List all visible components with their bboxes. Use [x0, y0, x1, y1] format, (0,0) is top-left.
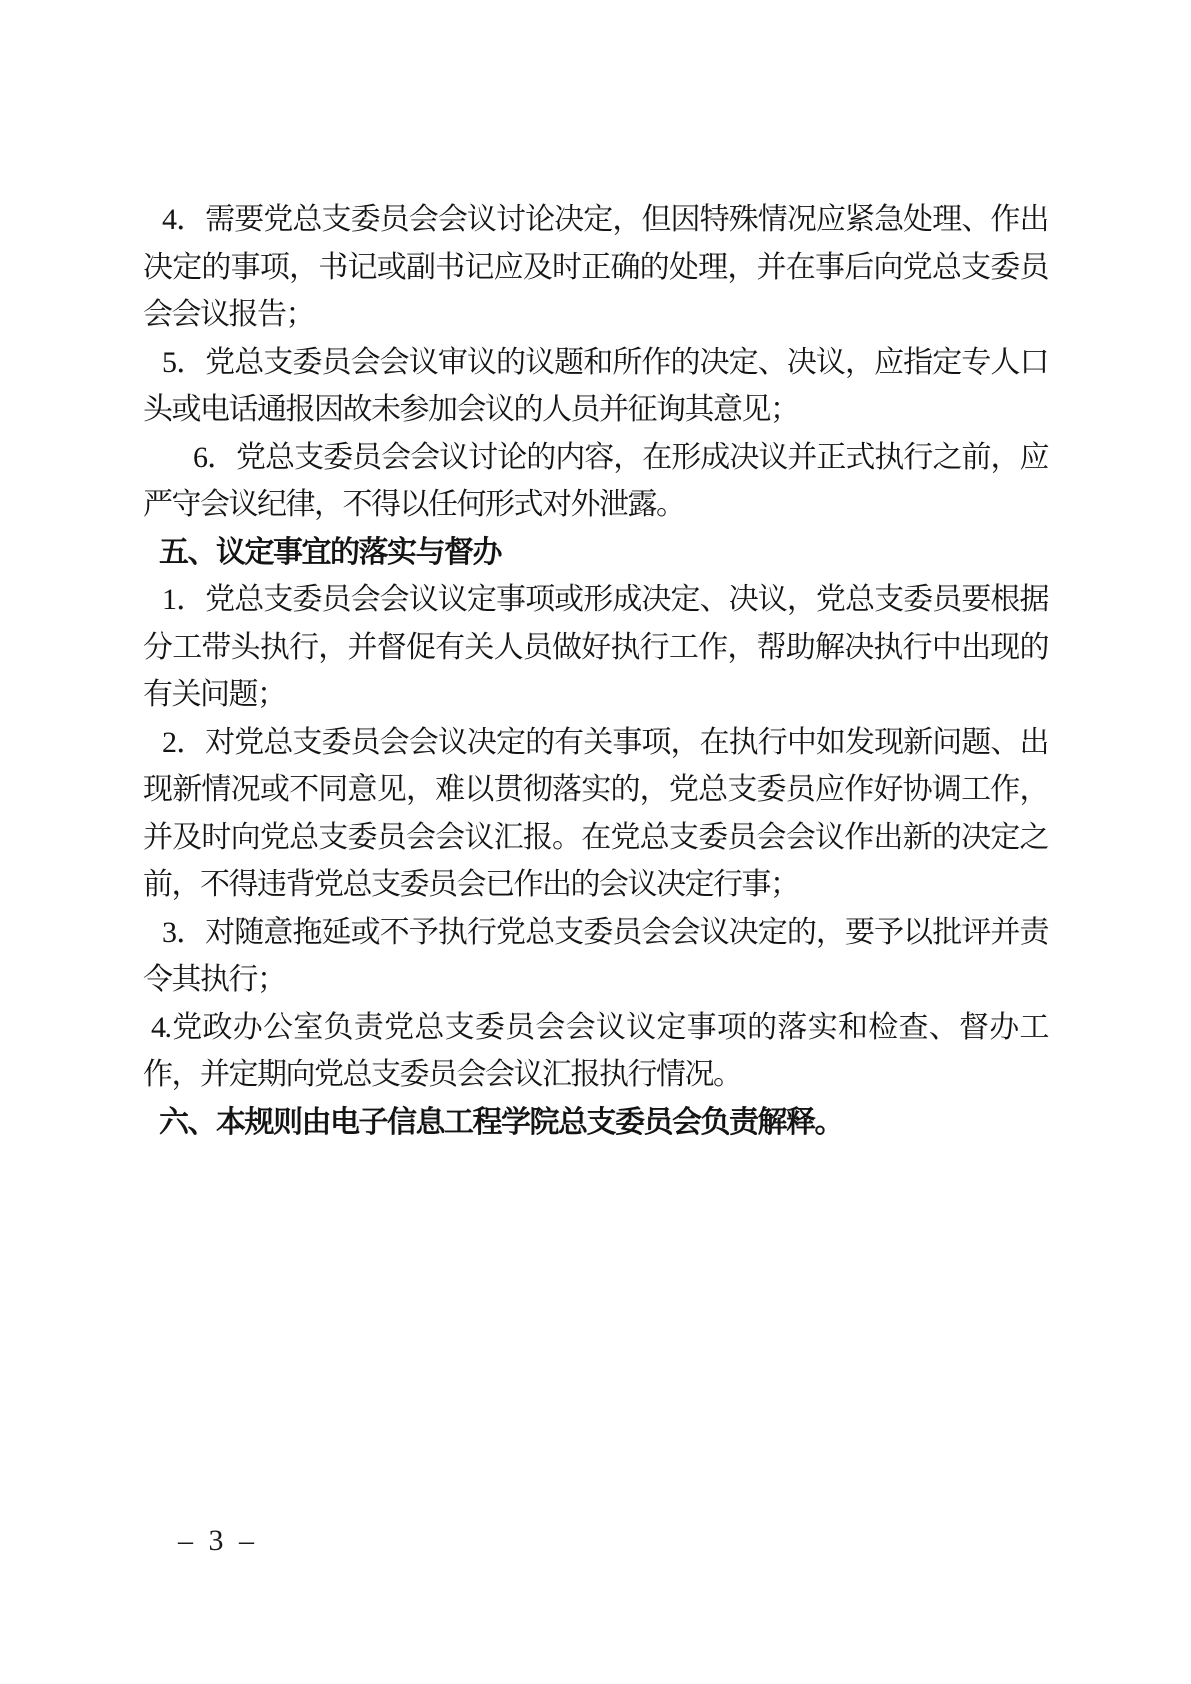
body-paragraph: 5．党总支委员会会议审议的议题和所作的决定、决议，应指定专人口头或电话通报因故未参加会议的人员并征询其意见；	[143, 345, 1048, 426]
body-paragraph: 1．党总支委员会会议议定事项或形成决定、决议，党总支委员要根据分工带头执行，并督促有关人员做好执行工作，帮助解决执行中出现的有关问题；	[143, 583, 1048, 711]
section-heading: 五、议定事宜的落实与督办	[159, 535, 501, 569]
section-heading: 六、本规则由电子信息工程学院总支委员会负责解释。	[159, 1105, 843, 1139]
page-number: – 3 –	[178, 1524, 258, 1557]
body-paragraph: 2．对党总支委员会会议决定的有关事项，在执行中如发现新问题、出现新情况或不同意见，难以贯彻落实的，党总支委员应作好协调工作，并及时向党总支委员会会议汇报。在党总支委员会会议作出新的决定之前，不得违背党总支委员会已作出的会议决定行事；	[143, 725, 1048, 901]
body-paragraph: 3．对随意拖延或不予执行党总支委员会会议决定的，要予以批评并责令其执行；	[143, 915, 1048, 996]
document-body	[143, 196, 1048, 1146]
body-paragraph: 6．党总支委员会会议讨论的内容，在形成决议并正式执行之前，应严守会议纪律，不得以任何形式对外泄露。	[143, 440, 1048, 521]
body-paragraph: 4.党政办公室负责党总支委员会会议议定事项的落实和检查、督办工作，并定期向党总支委员会会议汇报执行情况。	[143, 1010, 1048, 1091]
body-paragraph: 4．需要党总支委员会会议讨论决定，但因特殊情况应紧急处理、作出决定的事项，书记或副书记应及时正确的处理，并在事后向党总支委员会会议报告；	[143, 203, 1048, 331]
